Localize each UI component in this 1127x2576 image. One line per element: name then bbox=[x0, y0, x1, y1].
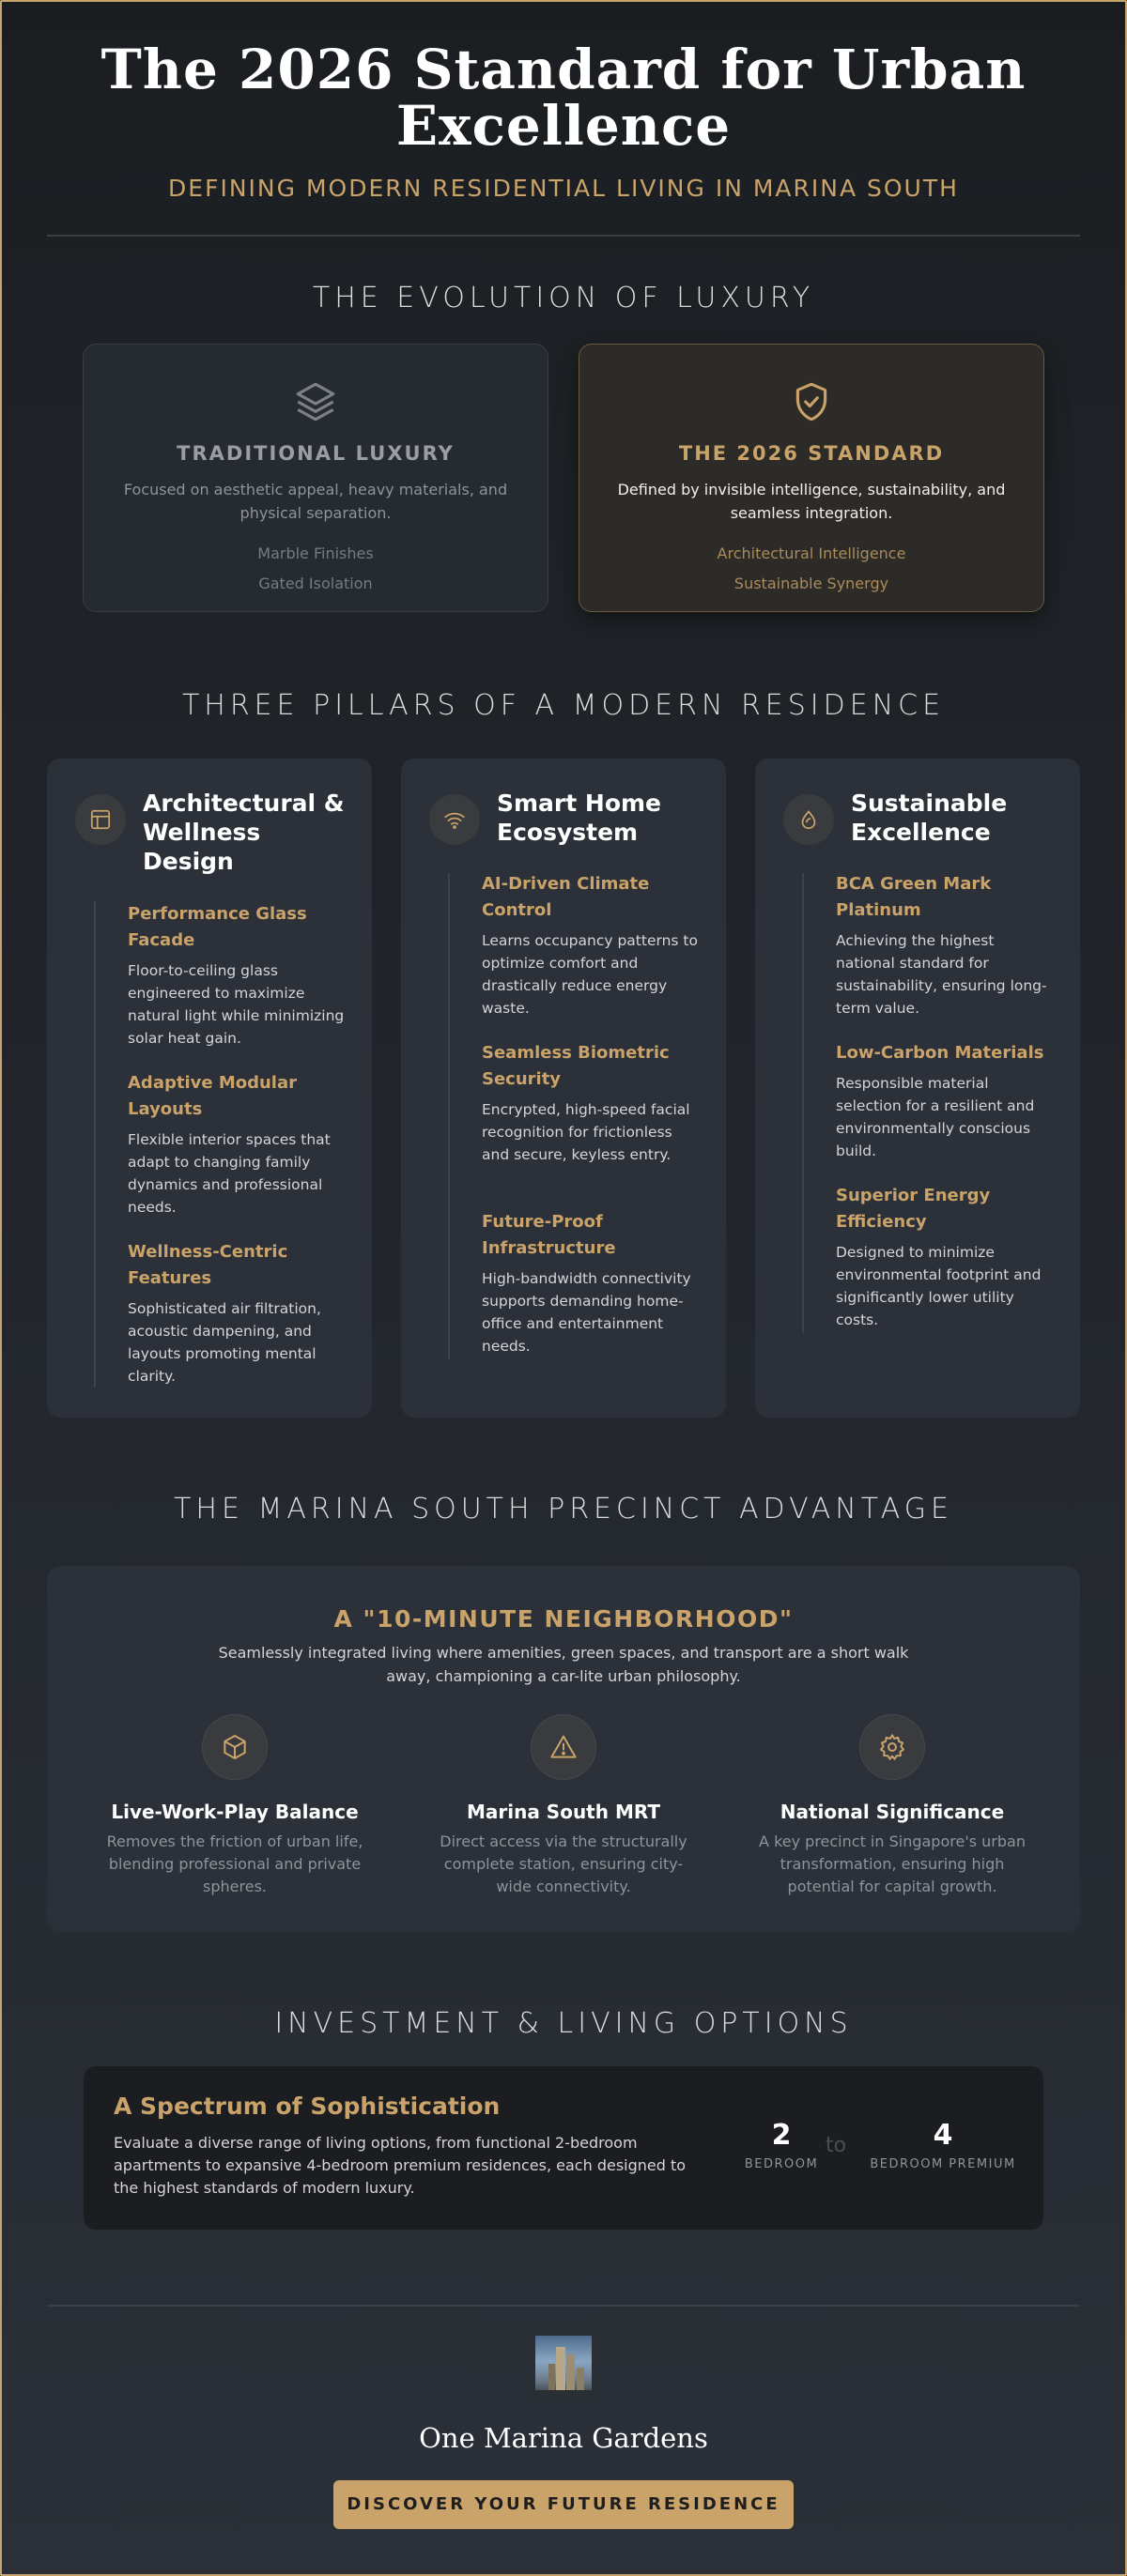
bedroom-max-label: BEDROOM PREMIUM bbox=[870, 2157, 1016, 2171]
feature-desc: Responsible material selection for a resilient and environmentally conscious build. bbox=[836, 1075, 1035, 1159]
feature-desc: Sophisticated air filtration, acoustic dampening, and layouts promoting mental clarity. bbox=[128, 1300, 321, 1385]
bedroom-min-value: 2 bbox=[771, 2119, 792, 2152]
evolution-heading: THE EVOLUTION OF LUXURY bbox=[312, 282, 815, 314]
investment-title: A Spectrum of Sophistication bbox=[114, 2093, 501, 2120]
investment-heading: INVESTMENT & LIVING OPTIONS bbox=[274, 2007, 853, 2040]
feature-title: Superior Energy Efficiency bbox=[836, 1186, 991, 1232]
traditional-luxury-desc: Focused on aesthetic appeal, heavy materials, and physical separation. bbox=[123, 481, 508, 522]
feature-desc: Floor-to-ceiling glass engineered to maximize natural light while minimizing solar heat gain. bbox=[128, 962, 345, 1047]
pillar-divider-line bbox=[802, 873, 804, 1333]
standard-tag: Architectural Intelligence bbox=[717, 544, 906, 562]
feature-title: Low-Carbon Materials bbox=[836, 1043, 1044, 1063]
layers-icon bbox=[292, 378, 339, 425]
feature-title: Adaptive Modular Layouts bbox=[128, 1073, 297, 1119]
feature-item bbox=[836, 1040, 1058, 1162]
feature-desc: Designed to minimize environmental footprint and significantly lower utility costs. bbox=[836, 1244, 1042, 1328]
precinct-heading: THE MARINA SOUTH PRECINCT ADVANTAGE bbox=[174, 1493, 953, 1526]
pillar-card-architecture bbox=[47, 759, 372, 1418]
bedroom-max-value: 4 bbox=[933, 2119, 953, 2152]
feature-item bbox=[128, 1070, 349, 1219]
advantage-desc: Direct access via the structurally complete station, ensuring city-wide connectivity. bbox=[440, 1832, 687, 1895]
brand-name: One Marina Gardens bbox=[419, 2422, 708, 2454]
bedroom-min-label: BEDROOM bbox=[744, 2157, 819, 2171]
advantage-title: Live-Work-Play Balance bbox=[111, 1801, 359, 1823]
pillar-title: Smart Home Ecosystem bbox=[497, 790, 662, 846]
wifi-icon bbox=[429, 794, 480, 845]
divider bbox=[47, 2305, 1080, 2307]
layout-icon bbox=[75, 794, 126, 845]
pillar-divider-line bbox=[448, 873, 450, 1359]
standard-tag: Sustainable Synergy bbox=[733, 575, 889, 592]
feature-title: Seamless Biometric Security bbox=[482, 1043, 670, 1089]
page-title: The 2026 Standard for Urban Excellence bbox=[100, 38, 1027, 158]
bedroom-min bbox=[730, 2119, 833, 2171]
page-subtitle: DEFINING MODERN RESIDENTIAL LIVING IN MARINA SOUTH bbox=[168, 175, 959, 202]
shield-check-icon bbox=[788, 378, 835, 425]
advantage-item bbox=[413, 1714, 714, 1898]
feature-item bbox=[482, 1209, 703, 1357]
standard-2026-card bbox=[579, 344, 1044, 612]
feature-desc: Encrypted, high-speed facial recognition for frictionless and secure, keyless entry. bbox=[482, 1101, 690, 1163]
feature-desc: Achieving the highest national standard for sustainability, ensuring long-term value. bbox=[836, 932, 1047, 1017]
traditional-tag: Marble Finishes bbox=[257, 544, 374, 562]
feature-title: Performance Glass Facade bbox=[128, 904, 307, 950]
advantage-title: Marina South MRT bbox=[466, 1801, 660, 1823]
feature-item bbox=[482, 1040, 703, 1166]
traditional-tag: Gated Isolation bbox=[258, 575, 373, 592]
precinct-card bbox=[47, 1566, 1080, 1932]
pillar-title: Sustainable Excellence bbox=[851, 790, 1008, 846]
pillar-title: Architectural & Wellness Design bbox=[143, 790, 345, 875]
leaf-drop-icon bbox=[783, 794, 834, 845]
feature-item bbox=[128, 1239, 349, 1388]
bedroom-max bbox=[863, 2119, 1023, 2171]
advantage-item bbox=[85, 1714, 385, 1898]
advantage-desc: A key precinct in Singapore's urban transformation, ensuring high potential for capital growth. bbox=[759, 1832, 1026, 1895]
discover-residence-button[interactable]: DISCOVER YOUR FUTURE RESIDENCE bbox=[333, 2480, 794, 2529]
advantage-item bbox=[742, 1714, 1042, 1898]
advantage-desc: Removes the friction of urban life, blending professional and private spheres. bbox=[106, 1832, 363, 1895]
standard-2026-desc: Defined by invisible intelligence, sustainability, and seamless integration. bbox=[617, 481, 1006, 522]
feature-title: Future-Proof Infrastructure bbox=[482, 1212, 616, 1258]
traditional-luxury-title: TRADITIONAL LUXURY bbox=[177, 442, 455, 465]
range-separator: to bbox=[826, 2134, 847, 2157]
pillars-heading: THREE PILLARS OF A MODERN RESIDENCE bbox=[181, 689, 946, 722]
investment-desc: Evaluate a diverse range of living options, from functional 2-bedroom apartments to expansive 4-bedroom premium residences, each designed to the highest standards of modern luxury. bbox=[114, 2134, 687, 2197]
warning-triangle-icon bbox=[531, 1714, 596, 1780]
feature-item bbox=[836, 1183, 1058, 1331]
divider bbox=[47, 235, 1080, 237]
feature-desc: High-bandwidth connectivity supports demanding home-office and entertainment needs. bbox=[482, 1270, 691, 1355]
pillar-divider-line bbox=[94, 901, 96, 1388]
feature-title: AI-Driven Climate Control bbox=[482, 874, 650, 920]
feature-desc: Flexible interior spaces that adapt to changing family dynamics and professional needs. bbox=[128, 1131, 331, 1216]
feature-desc: Learns occupancy patterns to optimize comfort and drastically reduce energy waste. bbox=[482, 932, 698, 1017]
building-thumbnail bbox=[535, 2336, 592, 2400]
feature-title: BCA Green Mark Platinum bbox=[836, 874, 992, 920]
feature-title: Wellness-Centric Features bbox=[128, 1242, 288, 1288]
precinct-title: A "10-MINUTE NEIGHBORHOOD" bbox=[333, 1605, 794, 1633]
pillar-card-smart-home bbox=[401, 759, 726, 1418]
pillar-card-sustainable bbox=[755, 759, 1080, 1418]
precinct-desc: Seamlessly integrated living where amenities, green spaces, and transport are a short walk away, championing a car-lite urban philosophy. bbox=[218, 1644, 909, 1685]
cube-icon bbox=[202, 1714, 268, 1780]
traditional-luxury-card bbox=[83, 344, 548, 612]
feature-item bbox=[482, 871, 703, 1020]
advantage-title: National Significance bbox=[780, 1801, 1005, 1823]
feature-item bbox=[128, 901, 349, 1050]
gear-icon bbox=[859, 1714, 925, 1780]
feature-item bbox=[836, 871, 1058, 1020]
standard-2026-title: THE 2026 STANDARD bbox=[678, 442, 945, 465]
investment-card bbox=[83, 2065, 1044, 2231]
